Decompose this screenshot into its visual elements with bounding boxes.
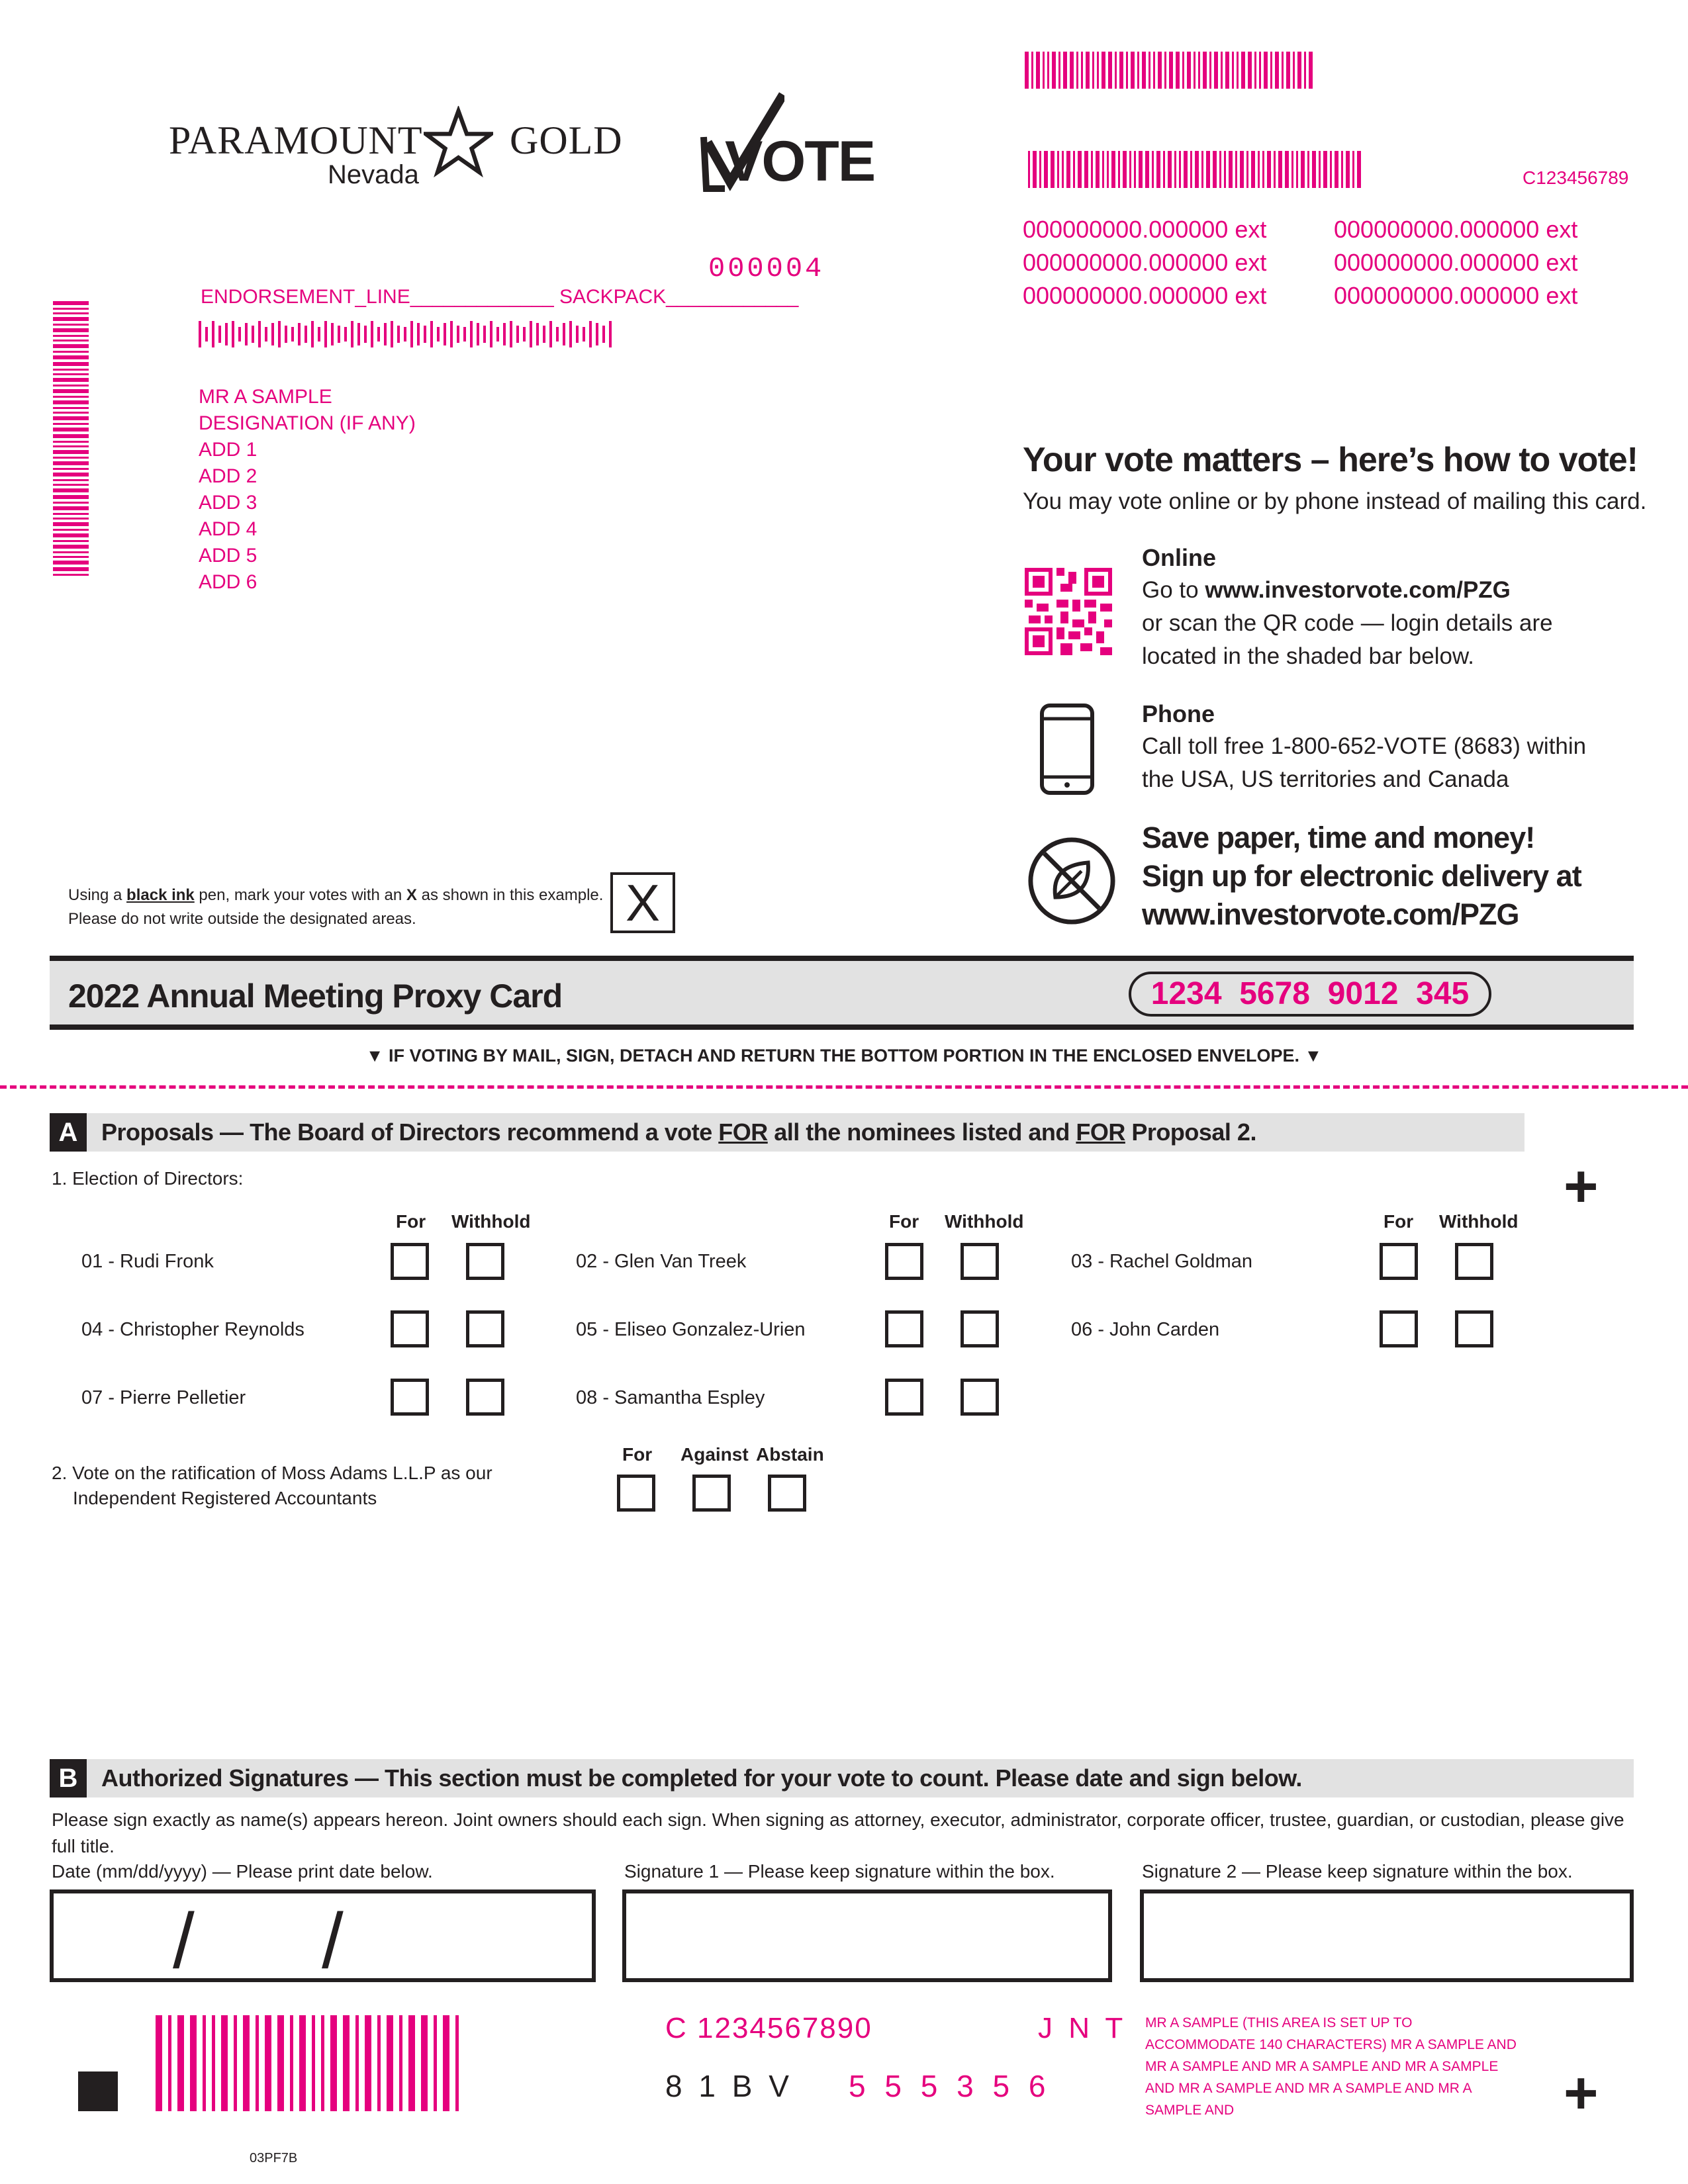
online-line-1	[1142, 577, 1511, 604]
date-label: Date (mm/dd/yyyy) — Please print date below.	[52, 1861, 433, 1882]
vote-withhold-checkbox[interactable]	[1455, 1310, 1493, 1347]
address-line: DESIGNATION (IF ANY)	[199, 412, 416, 434]
footer-code-4: 5 5 5 3 5 6	[849, 2069, 1051, 2103]
perforation-line	[0, 1085, 1688, 1089]
col-against: Against	[680, 1444, 749, 1465]
logo-text-paramount: PARAMOUNT	[169, 118, 423, 162]
col-withhold: Withhold	[945, 1211, 1024, 1232]
online-title: Online	[1142, 544, 1217, 571]
address-line: ADD 2	[199, 465, 258, 487]
example-mark-box	[610, 872, 675, 933]
endorsement-line: ENDORSEMENT_LINE_____________ SACKPACK____________	[201, 286, 799, 308]
how-to-vote-heading: Your vote matters – here’s how to vote!	[1023, 441, 1638, 479]
control-barcode-top	[1025, 52, 1313, 89]
leaf-icon	[1026, 835, 1117, 927]
section-a-title-part: Proposals — The Board of Directors recommend a vote	[101, 1118, 719, 1146]
instruction-emphasis: black ink	[126, 886, 195, 904]
col-for: For	[889, 1211, 919, 1232]
signature-1-label: Signature 1 — Please keep signature within the box.	[624, 1861, 1055, 1882]
vote-for-checkbox[interactable]	[391, 1243, 429, 1280]
vote-withhold-checkbox[interactable]	[1455, 1243, 1493, 1280]
proposal-2-abstain-checkbox[interactable]	[768, 1475, 806, 1512]
section-a-title-part: Proposal 2.	[1125, 1118, 1256, 1146]
registration-mark: +	[1564, 1154, 1599, 1220]
item-1-label: 1. Election of Directors:	[52, 1168, 244, 1189]
signature-1-input[interactable]	[622, 1889, 1112, 1982]
instruction-line-1	[68, 884, 603, 907]
vote-for-checkbox[interactable]	[885, 1379, 923, 1416]
nominee-name: 08 - Samantha Espley	[576, 1387, 765, 1408]
logo-text-nevada: Nevada	[328, 160, 419, 189]
proposal-2-line-2: Independent Registered Accountants	[73, 1488, 377, 1508]
nominee-name: 04 - Christopher Reynolds	[81, 1319, 305, 1340]
control-code: C123456789	[1523, 167, 1629, 188]
address-line: ADD 5	[199, 545, 258, 567]
signature-instructions: Please sign exactly as name(s) appears hereon. Joint owners should each sign. When signing as attorney, executor, administrator, corporate officer, trustee, guardian, or custodian, please give full title.	[52, 1809, 1624, 1856]
card-title-band	[50, 956, 1634, 1030]
example-mark: X	[625, 874, 661, 932]
logo-text-gold: GOLD	[510, 118, 623, 162]
nominee-name: 06 - John Carden	[1071, 1319, 1220, 1340]
edelivery-line-1: Save paper, time and money!	[1142, 821, 1535, 854]
registration-mark-bottom: +	[1564, 2060, 1599, 2126]
section-a-title-for: FOR	[718, 1118, 768, 1146]
instruction-x: X	[406, 886, 417, 904]
vote-for-checkbox[interactable]	[391, 1379, 429, 1416]
footer-barcode	[156, 2015, 459, 2111]
ext-number: 000000000.000000 ext	[1023, 249, 1267, 276]
nominee-name: 03 - Rachel Goldman	[1071, 1251, 1253, 1272]
col-for: For	[1383, 1211, 1414, 1232]
vote-for-checkbox[interactable]	[1380, 1310, 1418, 1347]
section-b-title: Authorized Signatures — This section must be completed for your vote to count. Please date and sign below.	[101, 1764, 1302, 1792]
signature-2-label: Signature 2 — Please keep signature within the box.	[1142, 1861, 1573, 1882]
address-line: ADD 3	[199, 492, 258, 514]
vote-withhold-checkbox[interactable]	[466, 1310, 504, 1347]
footer-code-2: J N T	[1038, 2012, 1127, 2044]
sequence-number: 000004	[708, 253, 825, 285]
section-a-letter: A	[50, 1113, 87, 1152]
footer-sample-text: MR A SAMPLE (THIS AREA IS SET UP TO ACCOMMODATE 140 CHARACTERS) MR A SAMPLE AND MR A SAMPLE AND MR A SAMPLE AND MR A SAMPLE AND MR A SAMPLE AND MR A SAMPLE AND MR A SAMPLE AND	[1145, 2015, 1517, 2118]
registration-square	[78, 2071, 118, 2111]
section-a-title-for: FOR	[1076, 1118, 1125, 1146]
phone-icon	[1039, 703, 1095, 796]
instruction-mid: pen, mark your votes with an	[194, 886, 406, 904]
footer-code-3: 8 1 B V	[665, 2069, 793, 2103]
star-icon	[424, 106, 493, 179]
address-line: MR A SAMPLE	[199, 386, 332, 408]
date-input[interactable]	[50, 1889, 596, 1985]
control-barcode-bottom	[1028, 151, 1361, 188]
instruction-prefix: Using a	[68, 886, 127, 904]
access-number-pill	[1129, 972, 1491, 1017]
footer-code-1: C 1234567890	[665, 2012, 872, 2044]
mailing-address	[199, 384, 416, 596]
vote-text: VOTE	[725, 130, 875, 193]
address-line: ADD 1	[199, 439, 258, 461]
phone-line-2: the USA, US territories and Canada	[1142, 766, 1509, 792]
vote-for-checkbox[interactable]	[885, 1310, 923, 1347]
address-line: ADD 6	[199, 571, 258, 593]
online-line-1-prefix: Go to	[1142, 577, 1205, 603]
card-title: 2022 Annual Meeting Proxy Card	[68, 978, 563, 1015]
vote-withhold-checkbox[interactable]	[961, 1379, 999, 1416]
vote-for-checkbox[interactable]	[391, 1310, 429, 1347]
section-a-header	[50, 1113, 1524, 1152]
vote-for-checkbox[interactable]	[1380, 1243, 1418, 1280]
phone-title: Phone	[1142, 700, 1215, 727]
vote-withhold-checkbox[interactable]	[466, 1379, 504, 1416]
edelivery-url-link[interactable]: www.investorvote.com/PZG	[1142, 897, 1519, 931]
col-withhold: Withhold	[1439, 1211, 1519, 1232]
section-a-title	[101, 1118, 1256, 1146]
qr-code-icon	[1025, 568, 1112, 655]
marking-instructions	[68, 884, 603, 931]
section-b-letter: B	[50, 1759, 87, 1797]
online-url-link[interactable]: www.investorvote.com/PZG	[1205, 577, 1511, 603]
company-logo	[169, 106, 632, 192]
vote-withhold-checkbox[interactable]	[961, 1310, 999, 1347]
ext-number: 000000000.000000 ext	[1334, 249, 1578, 276]
ext-number: 000000000.000000 ext	[1334, 216, 1578, 243]
instruction-line-2: Please do not write outside the designated areas.	[68, 910, 416, 928]
online-line-3: located in the shaded bar below.	[1142, 643, 1475, 669]
phone-line-1: Call toll free 1-800-652-VOTE (8683) within	[1142, 733, 1587, 759]
vote-withhold-checkbox[interactable]	[466, 1243, 504, 1280]
date-separator: /	[173, 1897, 195, 1985]
signature-2-input[interactable]	[1140, 1889, 1634, 1982]
proposal-2-line-1: 2. Vote on the ratification of Moss Adams L.L.P as our	[52, 1463, 492, 1483]
proposal-2-against-checkbox[interactable]	[692, 1475, 731, 1512]
postal-barcode	[199, 320, 612, 348]
date-separator: /	[322, 1897, 344, 1985]
ext-number: 000000000.000000 ext	[1023, 216, 1267, 243]
nominee-name: 01 - Rudi Fronk	[81, 1251, 214, 1272]
col-abstain: Abstain	[756, 1444, 824, 1465]
side-barcode	[53, 301, 89, 576]
proposal-2-for-checkbox[interactable]	[617, 1475, 655, 1512]
how-to-vote-subheading: You may vote online or by phone instead of mailing this card.	[1023, 488, 1647, 514]
nominee-name: 02 - Glen Van Treek	[576, 1251, 747, 1272]
vote-for-checkbox[interactable]	[885, 1243, 923, 1280]
form-code: 03PF7B	[250, 2151, 298, 2165]
col-for: For	[622, 1444, 653, 1465]
instruction-suffix: as shown in this example.	[416, 886, 604, 904]
col-for: For	[396, 1211, 426, 1232]
access-number: 1234 5678 9012 345	[1150, 976, 1470, 1011]
vote-logo	[698, 89, 875, 195]
section-b-header	[50, 1759, 1634, 1797]
address-line: ADD 4	[199, 518, 258, 540]
detach-note: ▼ IF VOTING BY MAIL, SIGN, DETACH AND RETURN THE BOTTOM PORTION IN THE ENCLOSED ENVELOPE. ▼	[365, 1046, 1323, 1066]
section-a-title-part: all the nominees listed and	[767, 1118, 1076, 1146]
nominee-name: 07 - Pierre Pelletier	[81, 1387, 246, 1408]
ext-number: 000000000.000000 ext	[1023, 282, 1267, 309]
nominee-name: 05 - Eliseo Gonzalez-Urien	[576, 1319, 806, 1340]
vote-withhold-checkbox[interactable]	[961, 1243, 999, 1280]
col-withhold: Withhold	[451, 1211, 531, 1232]
ext-number: 000000000.000000 ext	[1334, 282, 1578, 309]
edelivery-line-2: Sign up for electronic delivery at	[1142, 859, 1581, 893]
online-line-2: or scan the QR code — login details are	[1142, 610, 1553, 636]
